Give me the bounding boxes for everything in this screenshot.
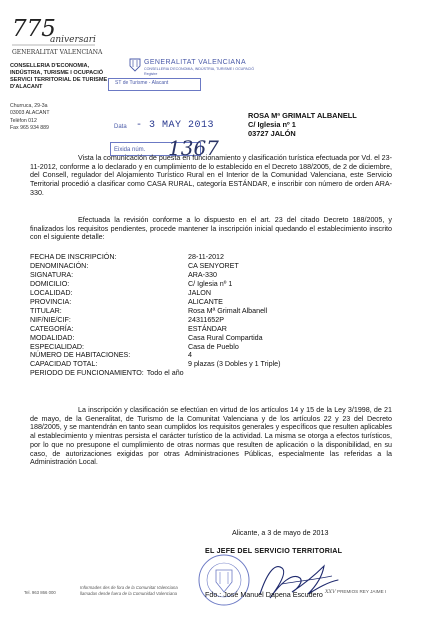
signature-title: EL JEFE DEL SERVICIO TERRITORIAL — [205, 547, 343, 555]
registry-number-value: 1367 — [168, 136, 219, 160]
detail-row — [30, 360, 400, 369]
detail-value: 9 plazas (3 Dobles y 1 Triple) — [188, 360, 281, 369]
detail-label: DOMICILIO: — [30, 279, 70, 288]
generalitat-emblem-icon — [129, 58, 141, 72]
detail-value: 4 — [188, 351, 192, 360]
registry-date-label: Data — [114, 124, 127, 130]
footer-premios-logo — [325, 589, 386, 595]
detail-row — [30, 334, 400, 343]
signature-name: Fdo.: José Manuel Dapena Escudero — [205, 591, 323, 599]
detail-label: MODALIDAD: — [30, 333, 75, 342]
detail-label: FECHA DE INSCRIPCIÓN: — [30, 253, 117, 261]
detail-value: C/ Iglesia nº 1 — [188, 279, 233, 288]
official-seal-icon — [196, 552, 252, 608]
address-line: Telèfon 012 — [10, 117, 37, 124]
detail-label: NIF/NIE/CIF: — [30, 315, 71, 324]
detail-row — [30, 280, 400, 289]
department-line: CONSELLERIA D'ECONOMIA, — [10, 63, 90, 69]
detail-label: TITULAR: — [30, 306, 62, 315]
detail-label: ESPECIALIDAD: — [30, 342, 84, 351]
address-line: Fax 965 934 889 — [10, 124, 49, 131]
footer-telephone: Tel. 963 866 000 — [24, 590, 56, 595]
registry-gv-subtitle: CONSELLERIA D'ECONOMIA, INDÚSTRIA, TURISME I OCUPACIÓ — [144, 67, 255, 71]
anniversary-script: aniversari — [50, 35, 96, 45]
signature-place-date: Alicante, a 3 de mayo de 2013 — [232, 529, 329, 537]
detail-row-period — [30, 369, 400, 378]
address-block — [10, 103, 110, 132]
detail-value: ESTÁNDAR — [188, 324, 227, 333]
registry-stamp-text: ST de Turisme - Alacant — [115, 80, 169, 86]
detail-label: NÚMERO DE HABITACIONES: — [30, 351, 131, 360]
address-line: 03003 ALACANT — [10, 110, 50, 117]
detail-value: 24311652P — [188, 315, 225, 324]
detail-value: 28-11-2012 — [188, 253, 224, 261]
recipient-block — [248, 112, 357, 138]
detail-label: PROVINCIA: — [30, 297, 72, 306]
recipient-street: C/ Iglesia nº 1 — [248, 119, 296, 129]
detail-row — [30, 262, 400, 271]
registry-gv-title: GENERALITAT VALENCIANA — [144, 59, 247, 66]
registry-number-label: Eixida núm. — [114, 147, 146, 153]
detail-label: SIGNATURA: — [30, 270, 74, 279]
detail-row — [30, 298, 400, 307]
anniversary-org: GENERALITAT VALENCIANA — [12, 49, 103, 56]
detail-label: LOCALIDAD: — [30, 288, 73, 297]
detail-label: CATEGORÍA: — [30, 324, 74, 333]
address-line: Churruca, 29-3a — [10, 103, 48, 109]
detail-value: ALICANTE — [188, 297, 223, 306]
premios-text: PREMIOS REY JAIME I — [337, 589, 387, 594]
detail-value: JALON — [188, 288, 212, 297]
details-list — [30, 253, 400, 378]
registry-gv-subtitle2: Registre — [144, 72, 158, 76]
anniversary-number: 775 — [12, 16, 56, 42]
detail-row — [30, 289, 400, 298]
detail-value: ARA-330 — [188, 270, 217, 279]
detail-label: DENOMINACIÓN: — [30, 261, 89, 270]
detail-value: Casa Rural Compartida — [188, 333, 263, 342]
recipient-city: 03727 JALÓN — [248, 128, 296, 138]
detail-row — [30, 307, 400, 316]
department-block — [10, 63, 120, 91]
body-paragraph-1: Vista la comunicación de puesta en funcionamiento y clasificación turística efectuada por Vd. el 23-11-2012, conforme a lo declarado y en cumplimiento de lo establecido en el Decreto 188/2005, de 2 de diciembre, del Consell, regulador del Alojamiento Turístico Rural en el Interior de la Comunidad Valenciana, este Servicio Territorial procedió a clasificar como CASA RURAL, categoría ESTÁNDAR, e inscribir con número de orden ARA-330. — [30, 154, 392, 197]
detail-label: CAPACIDAD TOTAL: — [30, 360, 98, 369]
detail-row — [30, 325, 400, 334]
detail-value: Casa de Pueblo — [188, 342, 239, 351]
detail-value: CA SENYORET — [188, 261, 239, 270]
detail-row — [30, 253, 400, 262]
footer-info — [80, 585, 178, 598]
detail-row — [30, 316, 400, 325]
period-value: Todo el año — [146, 369, 184, 378]
body-paragraph-2: Efectuada la revisión conforme a lo dispuesto en el art. 23 del citado Decreto 188/2005, y finalizados los requisitos pendientes, procede mantener la inscripción inicial quedando el establecimiento inscrito con el siguiente detalle: — [30, 216, 392, 242]
period-label: PERIODO DE FUNCIONAMIENTO: — [30, 369, 144, 378]
recipient-name: ROSA Mª GRIMALT ALBANELL — [248, 111, 357, 120]
anniversary-logo — [10, 14, 120, 58]
detail-value: Rosa Mª Grimalt Albanell — [188, 306, 268, 315]
department-line: SERVICI TERRITORIAL DE TURISME — [10, 77, 108, 83]
registry-date-value: - 3 MAY 2013 — [136, 120, 215, 131]
department-line: D'ALACANT — [10, 84, 43, 90]
body-paragraph-3: La inscripción y clasificación se efectúan en virtud de los artículos 14 y 15 de la Ley 3/1998, de 21 de mayo, de la Generalitat, de Turismo de la Comunitat Valenciana y de los artículos 22 y 23 del Decreto 188/2005, y se mantendrán en tanto sean cumplidos los requisitos generales y específicos que resulten aplicables al establecimiento y mientras persista el carácter turístico de la actividad. La misma se otorga a efectos turísticos, por lo que no presupone el cumplimiento de otras normas que resulten de aplicación o la disponibilidad, en su caso, de autorizaciones exigidas por otras Administraciones Públicas, especialmente las referidas a la Administración Local. — [30, 406, 392, 467]
footer-info-line: Informades des de fora de la Comunitat Valenciana — [80, 585, 178, 590]
department-line: INDÚSTRIA, TURISME I OCUPACIÓ — [10, 70, 104, 76]
detail-row — [30, 351, 400, 360]
premios-mark: XXV — [325, 589, 336, 595]
detail-row — [30, 271, 400, 280]
footer-info-line: llamadas desde fuera de la Comunidad Valenciana — [80, 591, 178, 597]
